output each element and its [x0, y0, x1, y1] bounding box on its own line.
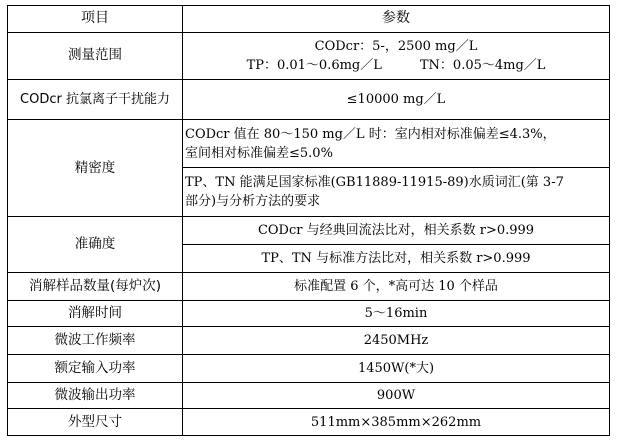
row-precision-cod	[8, 120, 610, 168]
precision-tptn-line2: 部分)与分析方法的要求	[185, 194, 321, 210]
row-mw-output	[8, 382, 610, 409]
mw-output-label: 微波输出功率	[8, 382, 183, 409]
range-tp: TP：0.01～0.6mg／L	[246, 57, 382, 73]
dimensions-label: 外型尺寸	[8, 409, 183, 436]
dimensions-value: 511mm×385mm×262mm	[183, 409, 610, 436]
mw-freq-label: 微波工作频率	[8, 327, 183, 355]
range-cod: CODcr：5-，2500 mg／L	[314, 38, 478, 54]
mw-output-value: 900W	[183, 382, 610, 409]
digest-time-label: 消解时间	[8, 301, 183, 327]
precision-cod	[183, 120, 610, 168]
samples-value: 标准配置 6 个，*高可达 10 个样品	[183, 272, 610, 301]
chloride-value: ≤10000 mg／L	[183, 79, 610, 120]
range-label: 测量范围	[8, 32, 183, 79]
accuracy-cod: CODcr 与经典回流法比对，相关系数 r>0.999	[183, 217, 610, 245]
row-accuracy-cod	[8, 217, 610, 245]
header-param: 参数	[183, 6, 610, 33]
samples-label: 消解样品数量(每炉次)	[8, 272, 183, 301]
digest-time-value: 5～16min	[183, 301, 610, 327]
row-range	[8, 32, 610, 79]
row-mw-freq	[8, 327, 610, 355]
range-tn: TN：0.05～4mg／L	[419, 57, 546, 73]
row-samples	[8, 272, 610, 301]
rated-input-label: 额定输入功率	[8, 354, 183, 382]
spec-table	[7, 5, 610, 436]
mw-freq-value: 2450MHz	[183, 327, 610, 355]
row-dimensions	[8, 409, 610, 436]
row-chloride	[8, 79, 610, 120]
header-row	[8, 6, 610, 33]
range-tp-tn	[185, 56, 607, 75]
precision-tptn-line1: TP、TN 能满足国家标准(GB11889-11915-89)水质词汇(第 3-7	[185, 175, 564, 191]
row-rated-input	[8, 354, 610, 382]
row-digest-time	[8, 301, 610, 327]
precision-cod-line1: CODcr 值在 80～150 mg／L 时：室内相对标准偏差≤4.3%，	[185, 126, 556, 142]
accuracy-label: 准确度	[8, 217, 183, 272]
precision-label: 精密度	[8, 120, 183, 217]
precision-cod-line2: 室间相对标准偏差≤5.0%	[185, 145, 333, 161]
precision-tptn	[183, 168, 610, 217]
accuracy-tptn: TP、TN 与标准方法比对，相关系数 r>0.999	[183, 244, 610, 272]
header-item: 项目	[8, 6, 183, 33]
chloride-label: CODcr 抗氯离子干扰能力	[8, 79, 183, 120]
range-value	[183, 32, 610, 79]
rated-input-value: 1450W(*大)	[183, 354, 610, 382]
